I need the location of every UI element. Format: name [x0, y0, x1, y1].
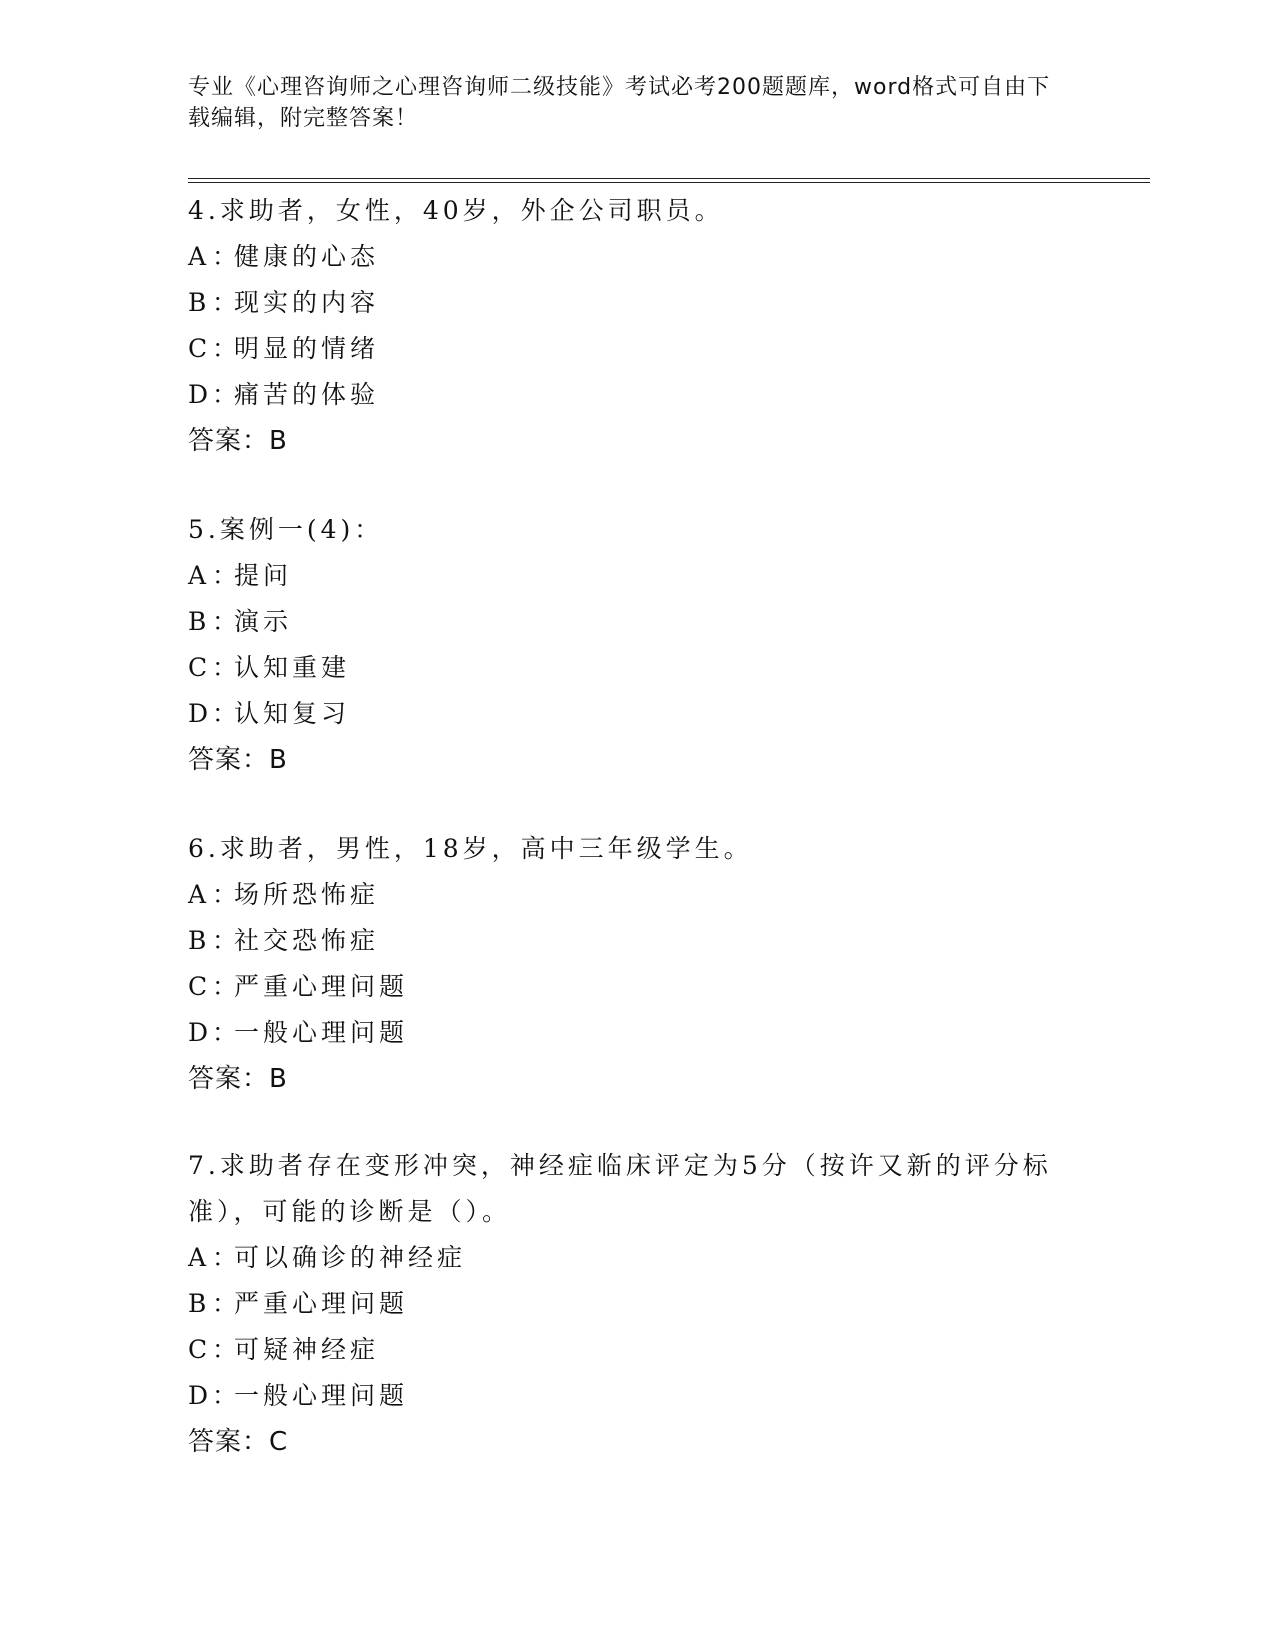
option-text: 一般心理问题: [234, 1018, 409, 1047]
option-letter: C: [188, 972, 208, 1001]
question-block: [188, 826, 1088, 1102]
option-colon: ：: [212, 699, 242, 728]
option-text: 提问: [234, 561, 293, 590]
header-divider-bottom: [188, 182, 1150, 183]
option-colon: ：: [212, 1243, 242, 1272]
option-text: 严重心理问题: [234, 1289, 409, 1318]
question-stem: 5.案例一(4)：: [188, 515, 384, 544]
question-block: [188, 507, 1088, 783]
option-b: [188, 280, 1088, 326]
option-colon: ：: [212, 607, 242, 636]
option-text: 认知重建: [234, 653, 351, 682]
option-colon: ：: [212, 880, 242, 909]
option-colon: ：: [212, 972, 242, 1001]
option-colon: ：: [212, 334, 242, 363]
option-letter: A: [188, 880, 207, 909]
option-colon: ：: [212, 288, 242, 317]
option-text: 社交恐怖症: [234, 926, 380, 955]
option-letter: A: [188, 1243, 207, 1272]
option-a: [188, 553, 1088, 599]
option-letter: C: [188, 334, 208, 363]
option-colon: ：: [212, 380, 242, 409]
option-colon: ：: [212, 653, 242, 682]
answer-label: 答案：C: [188, 1427, 289, 1457]
option-d: [188, 372, 1088, 418]
option-a: [188, 234, 1088, 280]
option-letter: B: [188, 926, 207, 955]
answer-label: 答案：B: [188, 1064, 288, 1094]
option-c: [188, 326, 1088, 372]
option-b: [188, 1281, 1088, 1327]
option-letter: B: [188, 607, 207, 636]
option-d: [188, 1010, 1088, 1056]
option-text: 健康的心态: [234, 242, 380, 271]
document-header: 专业《心理咨询师之心理咨询师二级技能》考试必考200题题库，word格式可自由下载编辑，附完整答案！: [188, 75, 1051, 131]
option-letter: B: [188, 288, 207, 317]
option-letter: D: [188, 1018, 209, 1047]
option-text: 认知复习: [234, 699, 351, 728]
question-stem: 4.求助者，女性，40岁，外企公司职员。: [188, 196, 724, 225]
option-a: [188, 872, 1088, 918]
option-text: 可疑神经症: [234, 1335, 380, 1364]
header-divider-top: [188, 178, 1150, 179]
option-letter: D: [188, 699, 209, 728]
option-letter: B: [188, 1289, 207, 1318]
option-letter: C: [188, 1335, 208, 1364]
option-text: 可以确诊的神经症: [234, 1243, 467, 1272]
option-colon: ：: [212, 1335, 242, 1364]
option-colon: ：: [212, 1018, 242, 1047]
question-block: [188, 1143, 1088, 1465]
option-text: 明显的情绪: [234, 334, 380, 363]
question-stem: 7.求助者存在变形冲突，神经症临床评定为5分（按许又新的评分标准），可能的诊断是（）。: [188, 1151, 1052, 1226]
option-letter: D: [188, 1381, 209, 1410]
option-c: [188, 1327, 1088, 1373]
option-c: [188, 645, 1088, 691]
option-colon: ：: [212, 1381, 242, 1410]
option-b: [188, 599, 1088, 645]
option-letter: A: [188, 242, 207, 271]
option-d: [188, 691, 1088, 737]
option-c: [188, 964, 1088, 1010]
option-colon: ：: [212, 561, 242, 590]
option-letter: C: [188, 653, 208, 682]
option-b: [188, 918, 1088, 964]
option-colon: ：: [212, 1289, 242, 1318]
option-d: [188, 1373, 1088, 1419]
option-text: 痛苦的体验: [234, 380, 380, 409]
answer-label: 答案：B: [188, 745, 288, 775]
option-text: 现实的内容: [234, 288, 380, 317]
option-letter: D: [188, 380, 209, 409]
question-stem: 6.求助者，男性，18岁，高中三年级学生。: [188, 834, 753, 863]
question-block: [188, 188, 1088, 464]
option-letter: A: [188, 561, 207, 590]
option-text: 一般心理问题: [234, 1381, 409, 1410]
option-text: 演示: [234, 607, 293, 636]
option-text: 严重心理问题: [234, 972, 409, 1001]
answer-label: 答案：B: [188, 426, 288, 456]
option-a: [188, 1235, 1088, 1281]
option-text: 场所恐怖症: [234, 880, 380, 909]
option-colon: ：: [212, 926, 242, 955]
option-colon: ：: [212, 242, 242, 271]
